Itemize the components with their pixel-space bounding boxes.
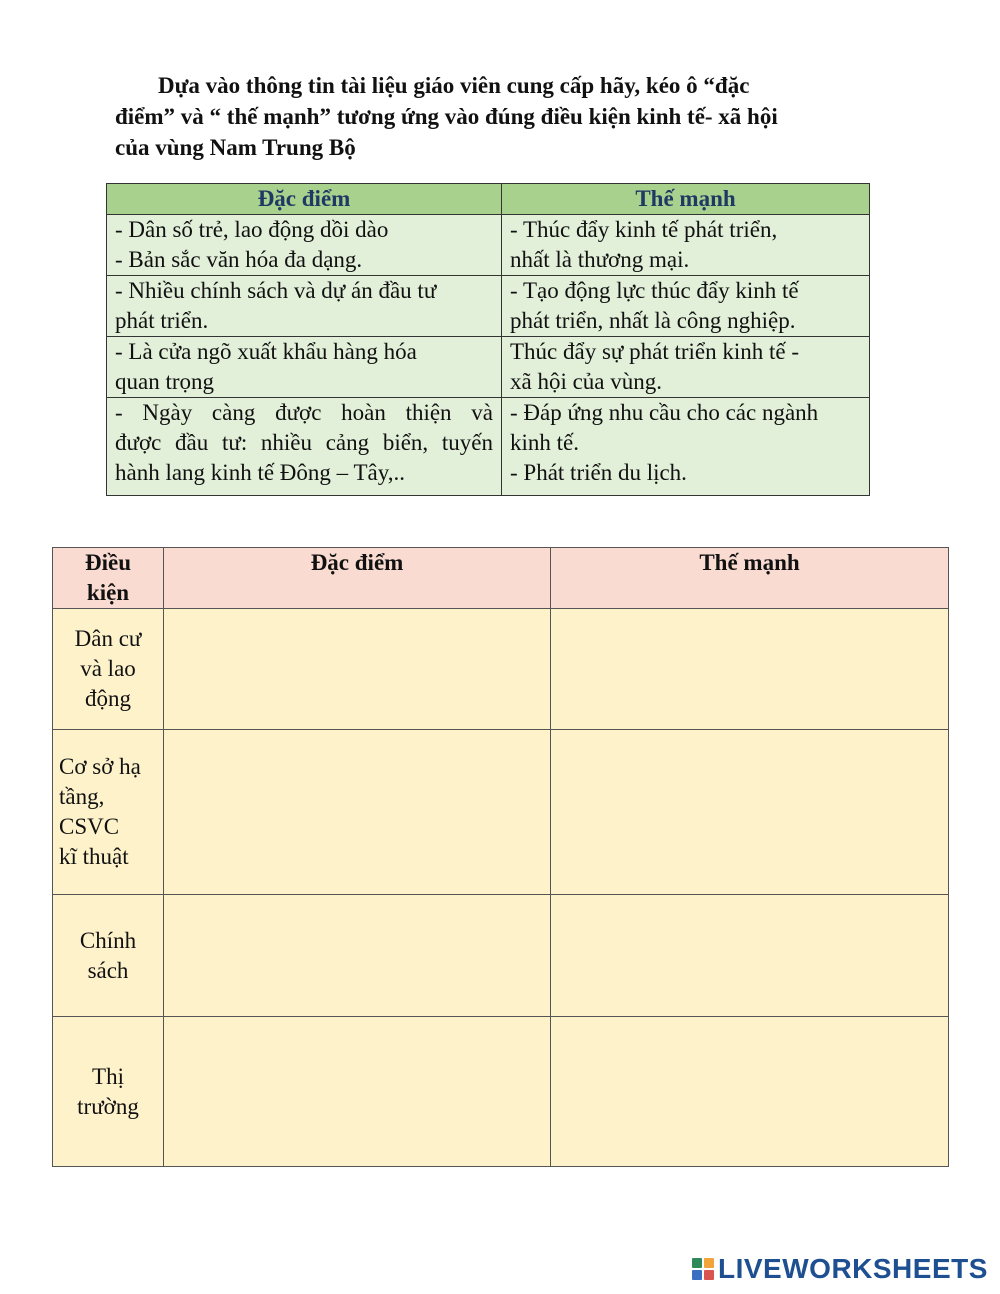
card-text: - Bản sắc văn hóa đa dạng. xyxy=(115,247,363,272)
answer-row xyxy=(53,895,949,1017)
header-condition xyxy=(53,548,164,609)
condition-text: Cơ sở hạ xyxy=(59,754,141,779)
strength-drop-zone[interactable] xyxy=(551,895,949,1017)
source-header-strength: Thế mạnh xyxy=(502,184,870,215)
card-text: - Là cửa ngõ xuất khẩu hàng hóa xyxy=(115,339,417,364)
feature-drop-zone[interactable] xyxy=(164,609,551,730)
source-header-row xyxy=(107,184,870,215)
feature-drop-zone[interactable] xyxy=(164,895,551,1017)
strength-drop-zone[interactable] xyxy=(551,730,949,895)
condition-text: Dân cư xyxy=(74,626,142,651)
condition-text: động xyxy=(85,686,131,711)
header-text: Điều xyxy=(85,550,131,575)
condition-text: và lao xyxy=(80,656,136,681)
card-text: phát triển. xyxy=(115,308,209,333)
card-text: kinh tế. xyxy=(510,430,579,455)
condition-label xyxy=(53,730,164,895)
card-text: - Dân số trẻ, lao động dồi dào xyxy=(115,217,389,242)
answer-table xyxy=(52,547,949,1167)
logo-mark-icon xyxy=(692,1258,714,1280)
card-text: quan trọng xyxy=(115,369,215,394)
strength-drop-zone[interactable] xyxy=(551,609,949,730)
draggable-strength-card[interactable] xyxy=(502,276,870,337)
card-text: hành lang kinh tế Đông – Tây,.. xyxy=(115,460,406,485)
draggable-strength-card[interactable] xyxy=(502,398,870,496)
condition-text: kĩ thuật xyxy=(59,844,129,869)
source-row xyxy=(107,337,870,398)
liveworksheets-logo xyxy=(692,1252,988,1286)
card-text: phát triển, nhất là công nghiệp. xyxy=(510,308,796,333)
header-strength: Thế mạnh xyxy=(551,548,949,609)
answer-row xyxy=(53,609,949,730)
strength-drop-zone[interactable] xyxy=(551,1017,949,1167)
source-header-feature: Đặc điểm xyxy=(107,184,502,215)
draggable-feature-card[interactable] xyxy=(107,215,502,276)
instruction-line-3: của vùng Nam Trung Bộ xyxy=(115,135,356,160)
draggable-strength-card[interactable] xyxy=(502,215,870,276)
feature-drop-zone[interactable] xyxy=(164,1017,551,1167)
card-text: - Thúc đẩy kinh tế phát triển, xyxy=(510,217,778,242)
card-text: - Ngày càng được hoàn thiện và xyxy=(115,400,493,425)
condition-label xyxy=(53,895,164,1017)
card-text: - Đáp ứng nhu cầu cho các ngành xyxy=(510,400,819,425)
condition-text: Chính xyxy=(79,927,137,953)
condition-text: CSVC xyxy=(59,814,120,839)
condition-label xyxy=(53,609,164,730)
header-text: kiện xyxy=(86,580,130,605)
instruction-line-2: điểm” và “ thế mạnh” tương ứng vào đúng điều kiện kinh tế- xã hội xyxy=(115,104,778,129)
header-feature: Đặc điểm xyxy=(164,548,551,609)
card-text: được đầu tư: nhiều cảng biển, tuyến xyxy=(115,430,493,455)
source-row xyxy=(107,276,870,337)
card-text: - Nhiều chính sách và dự án đầu tư xyxy=(115,278,437,303)
answer-row xyxy=(53,730,949,895)
answer-header-row xyxy=(53,548,949,609)
instruction-line-1: Dựa vào thông tin tài liệu giáo viên cung cấp hãy, kéo ô “đặc xyxy=(158,73,750,98)
answer-row xyxy=(53,1017,949,1167)
source-row xyxy=(107,398,870,496)
card-text: xã hội của vùng. xyxy=(510,369,663,394)
source-row xyxy=(107,215,870,276)
card-text: - Tạo động lực thúc đẩy kinh tế xyxy=(510,278,799,303)
draggable-feature-card[interactable] xyxy=(107,398,502,496)
draggable-strength-card[interactable] xyxy=(502,337,870,398)
card-text: Thúc đẩy sự phát triển kinh tế - xyxy=(510,339,800,364)
draggable-feature-card[interactable] xyxy=(107,337,502,398)
condition-text: Thị xyxy=(92,1063,124,1089)
condition-text: trường xyxy=(77,1093,139,1119)
feature-drop-zone[interactable] xyxy=(164,730,551,895)
logo-text: LIVEWORKSHEETS xyxy=(718,1253,988,1284)
instruction-text xyxy=(115,70,885,163)
draggable-feature-card[interactable] xyxy=(107,276,502,337)
condition-label xyxy=(53,1017,164,1167)
condition-text: sách xyxy=(87,957,129,983)
condition-text: tầng, xyxy=(59,784,105,809)
source-table xyxy=(106,183,870,496)
card-text: nhất là thương mại. xyxy=(510,247,690,272)
card-text: - Phát triển du lịch. xyxy=(510,460,687,485)
